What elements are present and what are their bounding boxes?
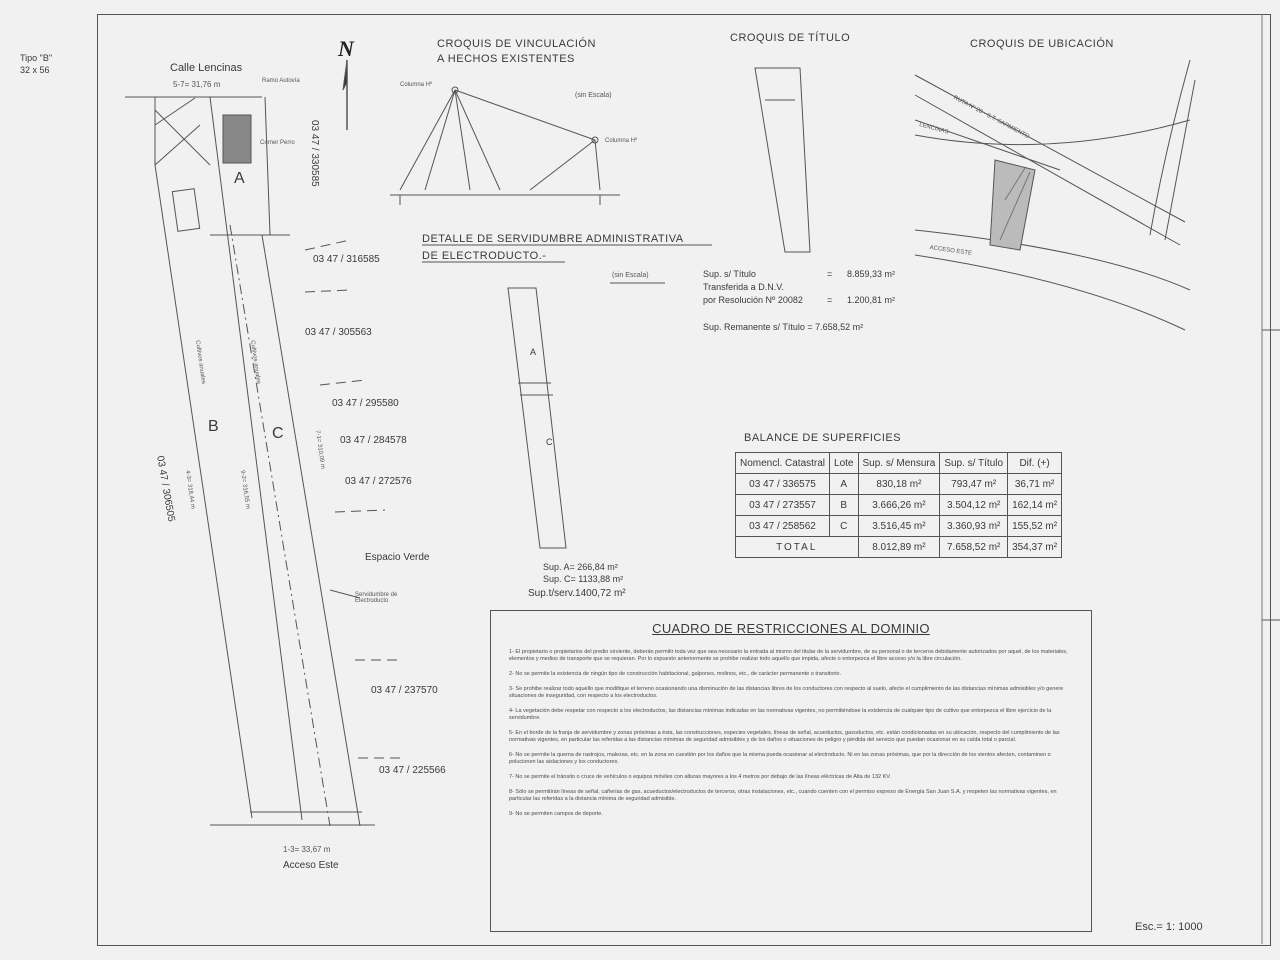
resolucion-separator: =	[827, 295, 833, 305]
restriction-item: 2- No se permite la existencia de ningún tipo de construcción habitacional, galpones, molinos, etc., de carácter permanente o transitorio.	[509, 671, 842, 677]
sup-titulo-label: Sup. s/ Título	[703, 269, 756, 279]
detalle-sup-a: Sup. A= 266,84 m²	[543, 562, 618, 572]
table-cell: TOTAL	[736, 537, 859, 558]
restriction-item: 7- No se permite el tránsito o cruce de vehículos o equipos móviles con alturas mayores a los 4 metros por debajo de las líneas eléctricas de Alta de 132 KV.	[509, 774, 891, 780]
restrictions-list	[509, 649, 1074, 826]
detalle-scale: (sin Escala)	[612, 272, 649, 279]
columna-label-1: Columna Hº	[400, 82, 433, 88]
resolucion-value: 1.200,81 m²	[847, 295, 896, 305]
titulo-title: CROQUIS DE TÍTULO	[730, 32, 851, 44]
detalle-lot-c: C	[546, 437, 553, 447]
table-cell: 03 47 / 273557	[736, 495, 830, 516]
table-row	[736, 474, 1062, 495]
lot-b-label: B	[208, 418, 219, 435]
restriction-item: 6- No se permite la quema de rastrojos, malezas, etc. en la zona en cuestión por los daños que la misma pueda ocasionar al electroducto. Ni en las zonas próximas, que por la dirección de los vientos afecten, contaminen o polucionen las aislaciones y los conductores.	[509, 752, 1051, 765]
column-header: Nomencl. Catastral	[736, 453, 830, 474]
table-cell: 03 47 / 258562	[736, 516, 830, 537]
resolucion-label: por Resolución Nº 20082	[703, 295, 803, 305]
parcel-label: 03 47 / 225566	[379, 765, 446, 776]
remanente-label: Sup. Remanente s/ Título = 7.658,52 m²	[703, 322, 864, 332]
tipo-size: 32 x 56	[20, 65, 50, 75]
side-c-measure: 7-1= 310,09 m	[314, 430, 326, 470]
restrictions-title: CUADRO DE RESTRICCIONES AL DOMINIO	[652, 621, 930, 636]
scale-label: Esc.= 1: 1000	[1135, 921, 1203, 933]
column-header: Sup. s/ Título	[940, 453, 1008, 474]
detalle-title-1: DETALLE DE SERVIDUMBRE ADMINISTRATIVA	[422, 233, 684, 245]
title-parcel-outline	[755, 68, 810, 252]
table-header-row	[736, 453, 1062, 474]
cultivos-label-b: Cultivos anuales	[194, 340, 207, 385]
columna-label-2: Columna Hº	[605, 138, 638, 144]
parcel-label: 03 47 / 295580	[332, 398, 399, 409]
table-cell: 3.666,26 m²	[858, 495, 940, 516]
column-header: Lote	[830, 453, 858, 474]
restriction-item: 9- No se permiten campos de deporte.	[509, 811, 603, 817]
column-header: Dif. (+)	[1008, 453, 1062, 474]
parcel-label: 03 47 / 316585	[313, 254, 380, 265]
table-cell: 36,71 m²	[1008, 474, 1062, 495]
road-label-ruta: RUTA Nº 20 - S.T. SARMIENTO	[952, 95, 1031, 141]
street-top-label: Calle Lencinas	[170, 62, 243, 74]
parcel-label: 03 47 / 237570	[371, 685, 438, 696]
detalle-sup-c: Sup. C= 1133,88 m²	[543, 574, 624, 584]
lot-a-label: A	[234, 170, 245, 187]
electroducto-axis	[230, 225, 330, 826]
lot-c-right-boundary	[262, 235, 360, 826]
sup-titulo-value: 8.859,33 m²	[847, 269, 896, 279]
lot-c-label: C	[272, 425, 284, 442]
restrictions-box	[490, 610, 1092, 932]
restriction-item: 1- El propietario o propietarios del predio sirviente, deberán permitir toda vez que sea necesario la entrada al mismo del titular de la servidumbre, de su personal o de terceros debidamente autorizados por aquel, de los materiales, elementos y medios de transporte que se requieran. Por lo expuesto anteriormente se prohibe realizar todo aquello que impida, afecte o entorpezca el libre acceso y/o la libre circulación.	[509, 649, 1068, 662]
bottom-measure: 1-3= 33,67 m	[283, 845, 331, 854]
balance-table	[735, 452, 1062, 558]
table-cell: 03 47 / 336575	[736, 474, 830, 495]
road-label-lencinas: LENCINAS	[918, 122, 949, 136]
table-cell: 3.516,45 m²	[858, 516, 940, 537]
side-mid-measure: 9-2= 316,55 m	[239, 470, 251, 510]
vinculacion-title-2: A HECHOS EXISTENTES	[437, 53, 575, 65]
table-cell: 830,18 m²	[858, 474, 940, 495]
table-cell: 162,14 m²	[1008, 495, 1062, 516]
table-cell: 3.504,12 m²	[940, 495, 1008, 516]
balance-title: BALANCE DE SUPERFICIES	[744, 432, 902, 444]
espacio-verde-label: Espacio Verde	[365, 552, 430, 563]
detalle-sup-total: Sup.t/serv.1400,72 m²	[528, 588, 626, 599]
table-cell: A	[830, 474, 858, 495]
lot-divider-bc	[210, 97, 302, 820]
north-arrow-label: N	[338, 36, 354, 61]
detalle-title-2: DE ELECTRODUCTO.-	[422, 250, 547, 262]
table-cell: 8.012,89 m²	[858, 537, 940, 558]
vinculacion-scale: (sin Escala)	[575, 92, 612, 99]
bottom-street-label: Acceso Este	[283, 860, 339, 871]
table-cell: 793,47 m²	[940, 474, 1008, 495]
ramo-autovia-label: Ramo Autovía	[262, 78, 300, 84]
transferida-label: Transferida a D.N.V.	[703, 282, 784, 292]
column-header: Sup. s/ Mensura	[858, 453, 940, 474]
table-cell: 3.360,93 m²	[940, 516, 1008, 537]
table-cell: C	[830, 516, 858, 537]
restriction-item: 4- La vegetación debe respetar con respecto a los electroductos, las distancias mínimas indicadas en las normativas vigentes, no permitiéndose la existencia de cualquier tipo de cultivo que entorpezca el libre ejercicio de la servidumbre.	[509, 708, 1052, 721]
table-total-row	[736, 537, 1062, 558]
tipo-label: Tipo "B"	[20, 53, 53, 63]
parcel-label: 03 47 / 305563	[305, 327, 372, 338]
restriction-item: 5- En el borde de la franja de servidumbre y zonas próximas a ésta, las construcciones, especies vegetales, líneas de señal, acueductos, gasoductos, etc. están condicionadas en su ubicación, respecto del cumplimiento de las normativas vigentes, en particular las referidas a las distancias mínimas de seguridad admisibles y de los daños o situaciones de peligro y pérdida del servicio que puedan ocasionar en su caída total o parcial.	[509, 730, 1060, 743]
road-label-acceso: ACCESO ESTE	[929, 245, 973, 257]
table-cell: B	[830, 495, 858, 516]
parcel-label: 03 47 / 330585	[309, 120, 320, 187]
restriction-item: 3- Se prohibe realizar todo aquello que modifique el terreno ocasionando una disminución de las distancias libres de los conductores con respecto al suelo, afecte el cumplimiento de las distancias mínimas admisibles y/o genere situaciones de inseguridad, con respecto a los electroductos.	[509, 686, 1064, 699]
sup-titulo-separator: =	[827, 269, 833, 279]
cultivos-label-c: Cultivos anuales	[249, 340, 262, 385]
street-top-measure: 5-7= 31,76 m	[173, 80, 221, 89]
table-row	[736, 516, 1062, 537]
table-cell: 354,37 m²	[1008, 537, 1062, 558]
table-cell: 7.658,52 m²	[940, 537, 1008, 558]
table-cell: 155,52 m²	[1008, 516, 1062, 537]
servidumbre-outline	[508, 288, 566, 548]
vinculacion-title-1: CROQUIS DE VINCULACIÓN	[437, 38, 596, 50]
parcel-left-label: 03 47 / 306505	[154, 455, 177, 523]
table-row	[736, 495, 1062, 516]
corner-label: Corner Perro	[260, 140, 295, 146]
ubicacion-title: CROQUIS DE UBICACIÓN	[970, 38, 1114, 50]
parcel-label: 03 47 / 284578	[340, 435, 407, 446]
detalle-lot-a: A	[530, 347, 537, 357]
parcel-label: 03 47 / 272576	[345, 476, 412, 487]
side-b-measure: 4-3= 318,44 m	[184, 470, 196, 510]
servidumbre-label: Servidumbre de Electroducto	[355, 592, 398, 604]
restriction-item: 8- Sólo se permitirán líneas de señal, cañerías de gas, acueductos/electroductos de terceros, otras instalaciones, etc., cuando cuenten con el permiso expreso de Energía San Juan S.A. y respeten las normativas vigentes, en particular las referidas a la distancia mínima de seguridad admisible.	[509, 789, 1057, 802]
